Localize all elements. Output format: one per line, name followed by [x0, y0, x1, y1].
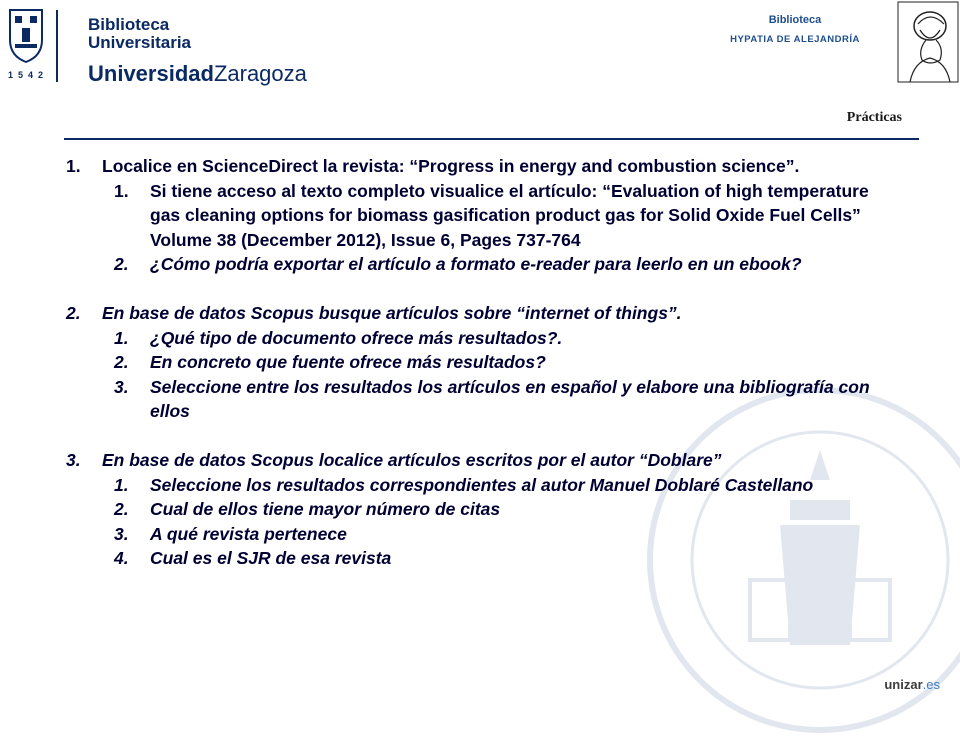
exercise-list	[66, 154, 896, 571]
subitem-number: 2.	[114, 352, 129, 372]
exercise-subitem-3-2	[66, 497, 896, 522]
logo-universitaria: Universitaria	[88, 33, 191, 52]
library-name: Biblioteca	[768, 14, 822, 26]
subitem-text: A qué revista pertenece	[150, 523, 347, 544]
exercise-item-1	[66, 154, 896, 179]
subitem-number: 3.	[114, 376, 129, 397]
subitem-text: Si tiene acceso al texto completo visualice el artículo: “Evaluation of high temperature gas cleaning options for biomass gasification product gas for Solid Oxide Fuel Cells”	[150, 180, 869, 225]
subitem-text: En concreto que fuente ofrece más resultados?	[150, 352, 546, 372]
item-text: Localice en ScienceDirect la revista: “Progress in energy and combustion science”.	[102, 156, 800, 176]
subitem-text: ¿Qué tipo de documento ofrece más resultados?.	[150, 327, 563, 348]
subitem-text: Seleccione los resultados correspondientes al autor Manuel Doblaré Castellano	[150, 474, 814, 495]
library-subtitle: HYPATIA DE ALEJANDRÍA	[730, 34, 860, 45]
subitem-number: 4.	[114, 548, 129, 568]
exercise-subitem-1-1	[66, 179, 896, 253]
logo-universidad-zaragoza	[88, 62, 307, 86]
subitem-number: 2.	[114, 254, 129, 274]
subitem-number: 1.	[114, 474, 129, 495]
logo-uni-bold: Universidad	[88, 61, 214, 86]
logo-divider	[56, 10, 58, 82]
article-citation: Volume 38 (December 2012), Issue 6, Pages 737-764	[150, 229, 581, 250]
exercise-subitem-3-3	[66, 522, 896, 547]
section-label: Prácticas	[846, 110, 902, 125]
item-number: 2.	[66, 303, 81, 323]
subitem-number: 2.	[114, 499, 129, 519]
subitem-text: ¿Cómo podría exportar el artículo a formato e-reader para leerlo en un ebook?	[150, 254, 802, 274]
university-crest-icon	[6, 8, 46, 64]
subitem-text: Cual es el SJR de esa revista	[150, 548, 392, 568]
exercise-subitem-2-3	[66, 375, 896, 424]
logo-uni-regular: Zaragoza	[213, 61, 307, 86]
unizar-brand-name: unizar	[884, 677, 923, 692]
logo-year: 1542	[8, 70, 49, 80]
item-number: 3.	[66, 450, 81, 470]
header-divider	[64, 138, 919, 140]
universidad-zaragoza-logo	[6, 6, 307, 86]
item-text: En base de datos Scopus busque artículos sobre “internet of things”.	[102, 303, 682, 323]
exercise-subitem-2-2	[66, 350, 896, 375]
list-spacer	[66, 424, 896, 449]
exercise-subitem-3-4	[66, 546, 896, 571]
exercise-subitem-2-1	[66, 326, 896, 351]
item-number: 1.	[66, 156, 81, 176]
subitem-number: 1.	[114, 327, 129, 348]
subitem-number: 1.	[114, 180, 129, 201]
subitem-text: Seleccione entre los resultados los artículos en español y elabore una bibliografía con ellos	[150, 376, 870, 421]
list-spacer	[66, 277, 896, 302]
exercise-subitem-3-1	[66, 473, 896, 498]
exercise-item-2	[66, 301, 896, 326]
exercise-subitem-1-2	[66, 252, 896, 277]
item-text: En base de datos Scopus localice artículos escritos por el autor “Doblare”	[102, 450, 722, 470]
subitem-number: 3.	[114, 523, 129, 544]
subitem-text: Cual de ellos tiene mayor número de citas	[150, 499, 501, 519]
unizar-brand-domain: .es	[922, 677, 940, 692]
logo-biblioteca: Biblioteca	[88, 15, 170, 34]
unizar-brand	[884, 677, 940, 692]
exercise-item-3	[66, 448, 896, 473]
hypatia-portrait-icon	[896, 0, 960, 84]
